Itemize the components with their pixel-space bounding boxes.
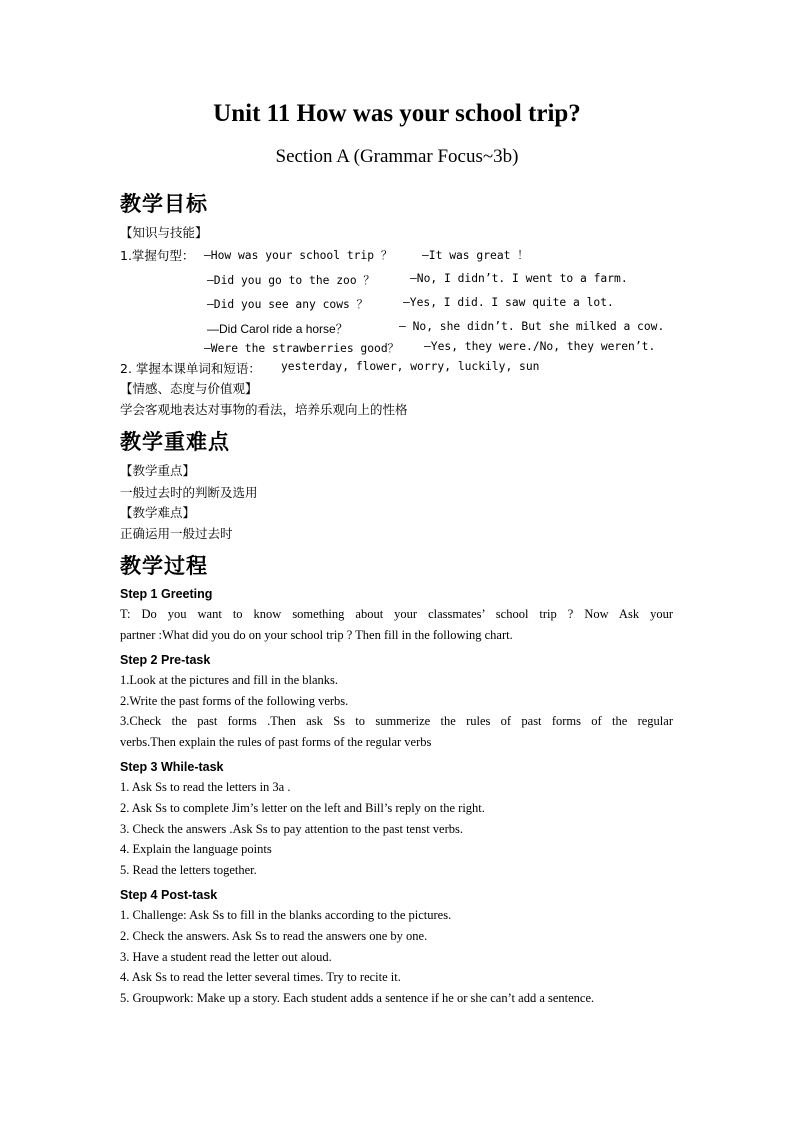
dialog-answer: — No, she didn’t. But she milked a cow.	[399, 320, 665, 333]
dialog-question: —Did you go to the zoo ？	[207, 274, 375, 287]
dialog-answer: —Yes, I did. I saw quite a lot.	[403, 296, 614, 309]
objectives-heading: 教学目标	[120, 192, 208, 216]
emotion-text: 学会客观地表达对事物的看法，培养乐观向上的性格	[120, 402, 408, 417]
step4-item: 4. Ask Ss to read the letter several times. Try to recite it.	[120, 970, 401, 984]
difficulty-text: 正确运用一般过去时	[120, 526, 233, 541]
step4-item: 2. Check the answers. Ask Ss to read the answers one by one.	[120, 929, 428, 943]
step4-item: 5. Groupwork: Make up a story. Each student adds a sentence if he or she can’t add a sentence.	[120, 991, 595, 1005]
step3-item: 3. Check the answers .Ask Ss to pay attention to the past tenst verbs.	[120, 822, 463, 836]
emotion-label: 【情感、态度与价值观】	[120, 381, 258, 396]
process-heading: 教学过程	[120, 554, 208, 578]
step4-item: 3. Have a student read the letter out aloud.	[120, 950, 332, 964]
step3-item: 1. Ask Ss to read the letters in 3a .	[120, 780, 291, 794]
step4-item: 1. Challenge: Ask Ss to fill in the blanks according to the pictures.	[120, 908, 452, 922]
step3-item: 2. Ask Ss to complete Jim’s letter on the left and Bill’s reply on the right.	[120, 801, 485, 815]
step1-line2: partner :What did you do on your school trip ? Then fill in the following chart.	[120, 628, 513, 642]
knowledge-label: 【知识与技能】	[120, 225, 208, 240]
step2-item3-line1: 3.Check the past forms .Then ask Ss to summerize the rules of past forms of the regular	[120, 714, 673, 728]
step3-title: Step 3 While-task	[120, 760, 224, 774]
document-subtitle: Section A (Grammar Focus~3b)	[275, 146, 519, 167]
step2-title: Step 2 Pre-task	[120, 653, 211, 667]
dialog-answer: —It was great ！	[422, 249, 529, 262]
step2-item: 2.Write the past forms of the following verbs.	[120, 694, 349, 708]
difficulty-label: 【教学难点】	[120, 505, 196, 520]
focus-text: 一般过去时的判断及选用	[120, 485, 258, 500]
step2-item: 1.Look at the pictures and fill in the blanks.	[120, 673, 339, 687]
keypoints-heading: 教学重难点	[120, 430, 230, 454]
dialog-question: —How was your school trip ？	[204, 249, 393, 262]
item2-words: yesterday, flower, worry, luckily, sun	[281, 360, 540, 373]
step3-item: 4. Explain the language points	[120, 842, 272, 856]
dialog-question: —Did you see any cows ？	[207, 298, 368, 311]
step2-item3-line2: verbs.Then explain the rules of past forms of the regular verbs	[120, 735, 432, 749]
dialog-answer: —Yes, they were./No, they weren’t.	[424, 340, 656, 353]
dialog-question: —Were the strawberries good？	[204, 342, 399, 355]
step1-title: Step 1 Greeting	[120, 587, 213, 601]
step1-line1: T: Do you want to know something about your classmates’ school trip ? Now Ask your	[120, 607, 673, 621]
document-title: Unit 11 How was your school trip?	[213, 100, 581, 127]
dialog-answer: —No, I didn’t. I went to a farm.	[410, 272, 628, 285]
item2-prefix: 2. 掌握本课单词和短语：	[120, 361, 261, 376]
focus-label: 【教学重点】	[120, 463, 196, 478]
dialog-question: —Did Carol ride a horse？	[207, 322, 348, 336]
step4-title: Step 4 Post-task	[120, 888, 218, 902]
item1-prefix: 1.掌握句型：	[120, 248, 195, 263]
step3-item: 5. Read the letters together.	[120, 863, 257, 877]
